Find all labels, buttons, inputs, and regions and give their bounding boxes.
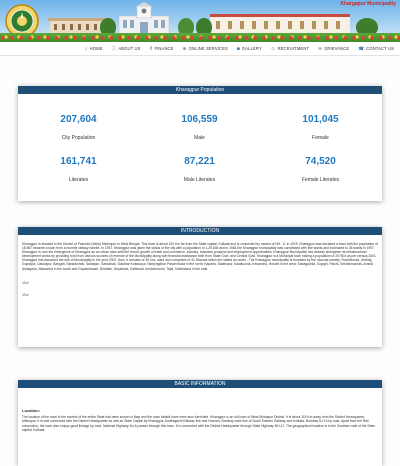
nav-label: ABOUT US: [118, 46, 141, 51]
main-nav: [0, 42, 400, 56]
banner-building-left: [48, 14, 108, 34]
nav-label: CONTACT US: [366, 46, 394, 51]
stat-label: Male Literates: [183, 177, 216, 183]
stat-label: Male: [194, 135, 205, 141]
stat-value: 101,045: [302, 114, 339, 125]
nav-label: ONLINE SERVICES: [188, 46, 228, 51]
globe-icon: ⊕: [182, 45, 187, 51]
nav-item-finance[interactable]: [149, 46, 173, 52]
nav-item-about-us[interactable]: [112, 46, 141, 52]
basic-information-card-title: BASIC INFORMATION: [18, 380, 382, 388]
stat-label: City Population: [61, 135, 96, 141]
user-icon: ☺: [270, 46, 276, 51]
nav-item-online-services[interactable]: [183, 46, 228, 52]
stat-male: [139, 114, 260, 141]
population-card: [18, 86, 382, 201]
nav-item-recruitment[interactable]: [271, 46, 309, 51]
stat-value: 161,741: [60, 156, 97, 167]
nav-label: HOME: [89, 46, 103, 51]
banner-building-main: [115, 2, 173, 34]
introduction-extra: Vlor: [22, 292, 29, 297]
stat-label: Female Literates: [301, 177, 340, 183]
phone-icon: ☎: [358, 45, 365, 51]
introduction-text: Kharagpur is situated in the District of Paschim (West) Medinipur in West Bengal. This town is about 120 Km far from the State capital, Kolkata and is connected by means of NH - 6. In 1919, Kharagpur was declared a town with the population of 18,957 became a town from a humble railway hamlet. In 1957, Kharagpur was given the status of the city with a population of 1,29,636 and in 1984,the Kharagpur municipality was constituted with five wards and increased to 35 wards in 1997. Kharagpur is now the emergence of Kharagpur as an urban town with the record growth of trade and commerce, industry, business prospect and employment opportunities, Kharagpur Municipality has already strengthen its infrastructural development works by providing fund from various sources of revenue of the Municipality along with financial assistance both from State Govt. and Central Govt. Kharagpur is a Municipal town having a population of 207604 as per census 2001. Kharagpur has assumed the role of Municipality in the year 2002. Now, it consists of 35 nos. ward and comprises of 31 Mouzas which are stated as under - The Kharagpur municipality is bounded by the mouzas namely, Ruchikunda, Jhatiraj, Gopalpur, Daulatpur, Barigari, Nandarchak, Sadatpur, Sahachak, Sokdhar Kotkaupur, Nimpingdhar Paschimuda in the north; Kaparia, Salabopur, Kalaikunda, Kesiarcha, Hosdhi in the west; Sabagachia, Gopgiri, Paichi, Srikrishnachak, Arandi, Amlagoria, Malancha in the south and Gopamhavati, Dhobani, Dosahiwa, Kalikhadi, Amdahi-tuolo, Tajdi, Kalichawra in the east.: [22, 242, 378, 271]
introduction-body: [18, 235, 382, 297]
stat-label: Female: [312, 135, 329, 141]
camera-icon: ◙: [236, 46, 240, 51]
basic-information-card: [18, 380, 382, 466]
nav-item-home[interactable]: [85, 46, 103, 51]
location-heading: Location:: [22, 408, 40, 413]
banner-flowers: [0, 35, 400, 40]
stat-male-literates: [139, 156, 260, 183]
info-icon: ⓘ: [111, 45, 117, 51]
population-card-title: Kharagpur Population: [18, 86, 382, 94]
banner-building-right: [210, 10, 350, 34]
nav-item-gallery[interactable]: [237, 46, 262, 51]
basic-information-body: [18, 388, 382, 432]
nav-label: FINANCE: [154, 46, 174, 51]
location-text: The location of the town in the context of the entire State has been shown in Map and the town details have been also furnished. Kharagpur is an old town of West Midnapur District. It is about 115 Km away from the District Headquarter. Midnapur. It is well connected with the District Headquarter as well as State Capital by Kharagpur-Santragachi Railway line and Howrah- Bombay main line of South Eastern Railway and Kolkata- Bombay N.H.6 by road. Apart from the Rail connection, the town also enjoys good linkage by road. National Highway No.6 passes through this town. It is connected with the District Headquarter through State Highway NH-47. The geographical location is in the Southern side of the State capital, Kolkata.: [22, 415, 376, 432]
stat-value: 207,604: [60, 114, 97, 125]
stat-female: [260, 114, 381, 141]
nav-item-grievance[interactable]: [318, 46, 349, 52]
nav-label: GALLERY: [241, 46, 262, 51]
stat-value: 74,520: [305, 156, 336, 167]
population-stats: [18, 100, 382, 200]
stat-label: Literates: [68, 177, 89, 183]
chat-icon: ✉: [318, 45, 323, 51]
stat-female-literates: [260, 156, 381, 183]
nav-item-contact-us[interactable]: [358, 46, 394, 52]
header-tagline: Khargapur Municipality: [340, 1, 396, 7]
header-banner: [0, 0, 400, 42]
stat-value: 87,221: [184, 156, 215, 167]
introduction-card-title: INTRODUCTION: [18, 227, 382, 235]
stat-city-population: [18, 114, 139, 141]
introduction-card: [18, 227, 382, 347]
rupee-icon: ₹: [149, 45, 153, 51]
introduction-extra: Vlor: [22, 280, 29, 285]
nav-label: RECRUITMENT: [277, 46, 310, 51]
stat-literates: [18, 156, 139, 183]
stat-value: 106,559: [181, 114, 218, 125]
nav-label: GRIEVANCE: [324, 46, 350, 51]
home-icon: ⌂: [84, 46, 88, 51]
